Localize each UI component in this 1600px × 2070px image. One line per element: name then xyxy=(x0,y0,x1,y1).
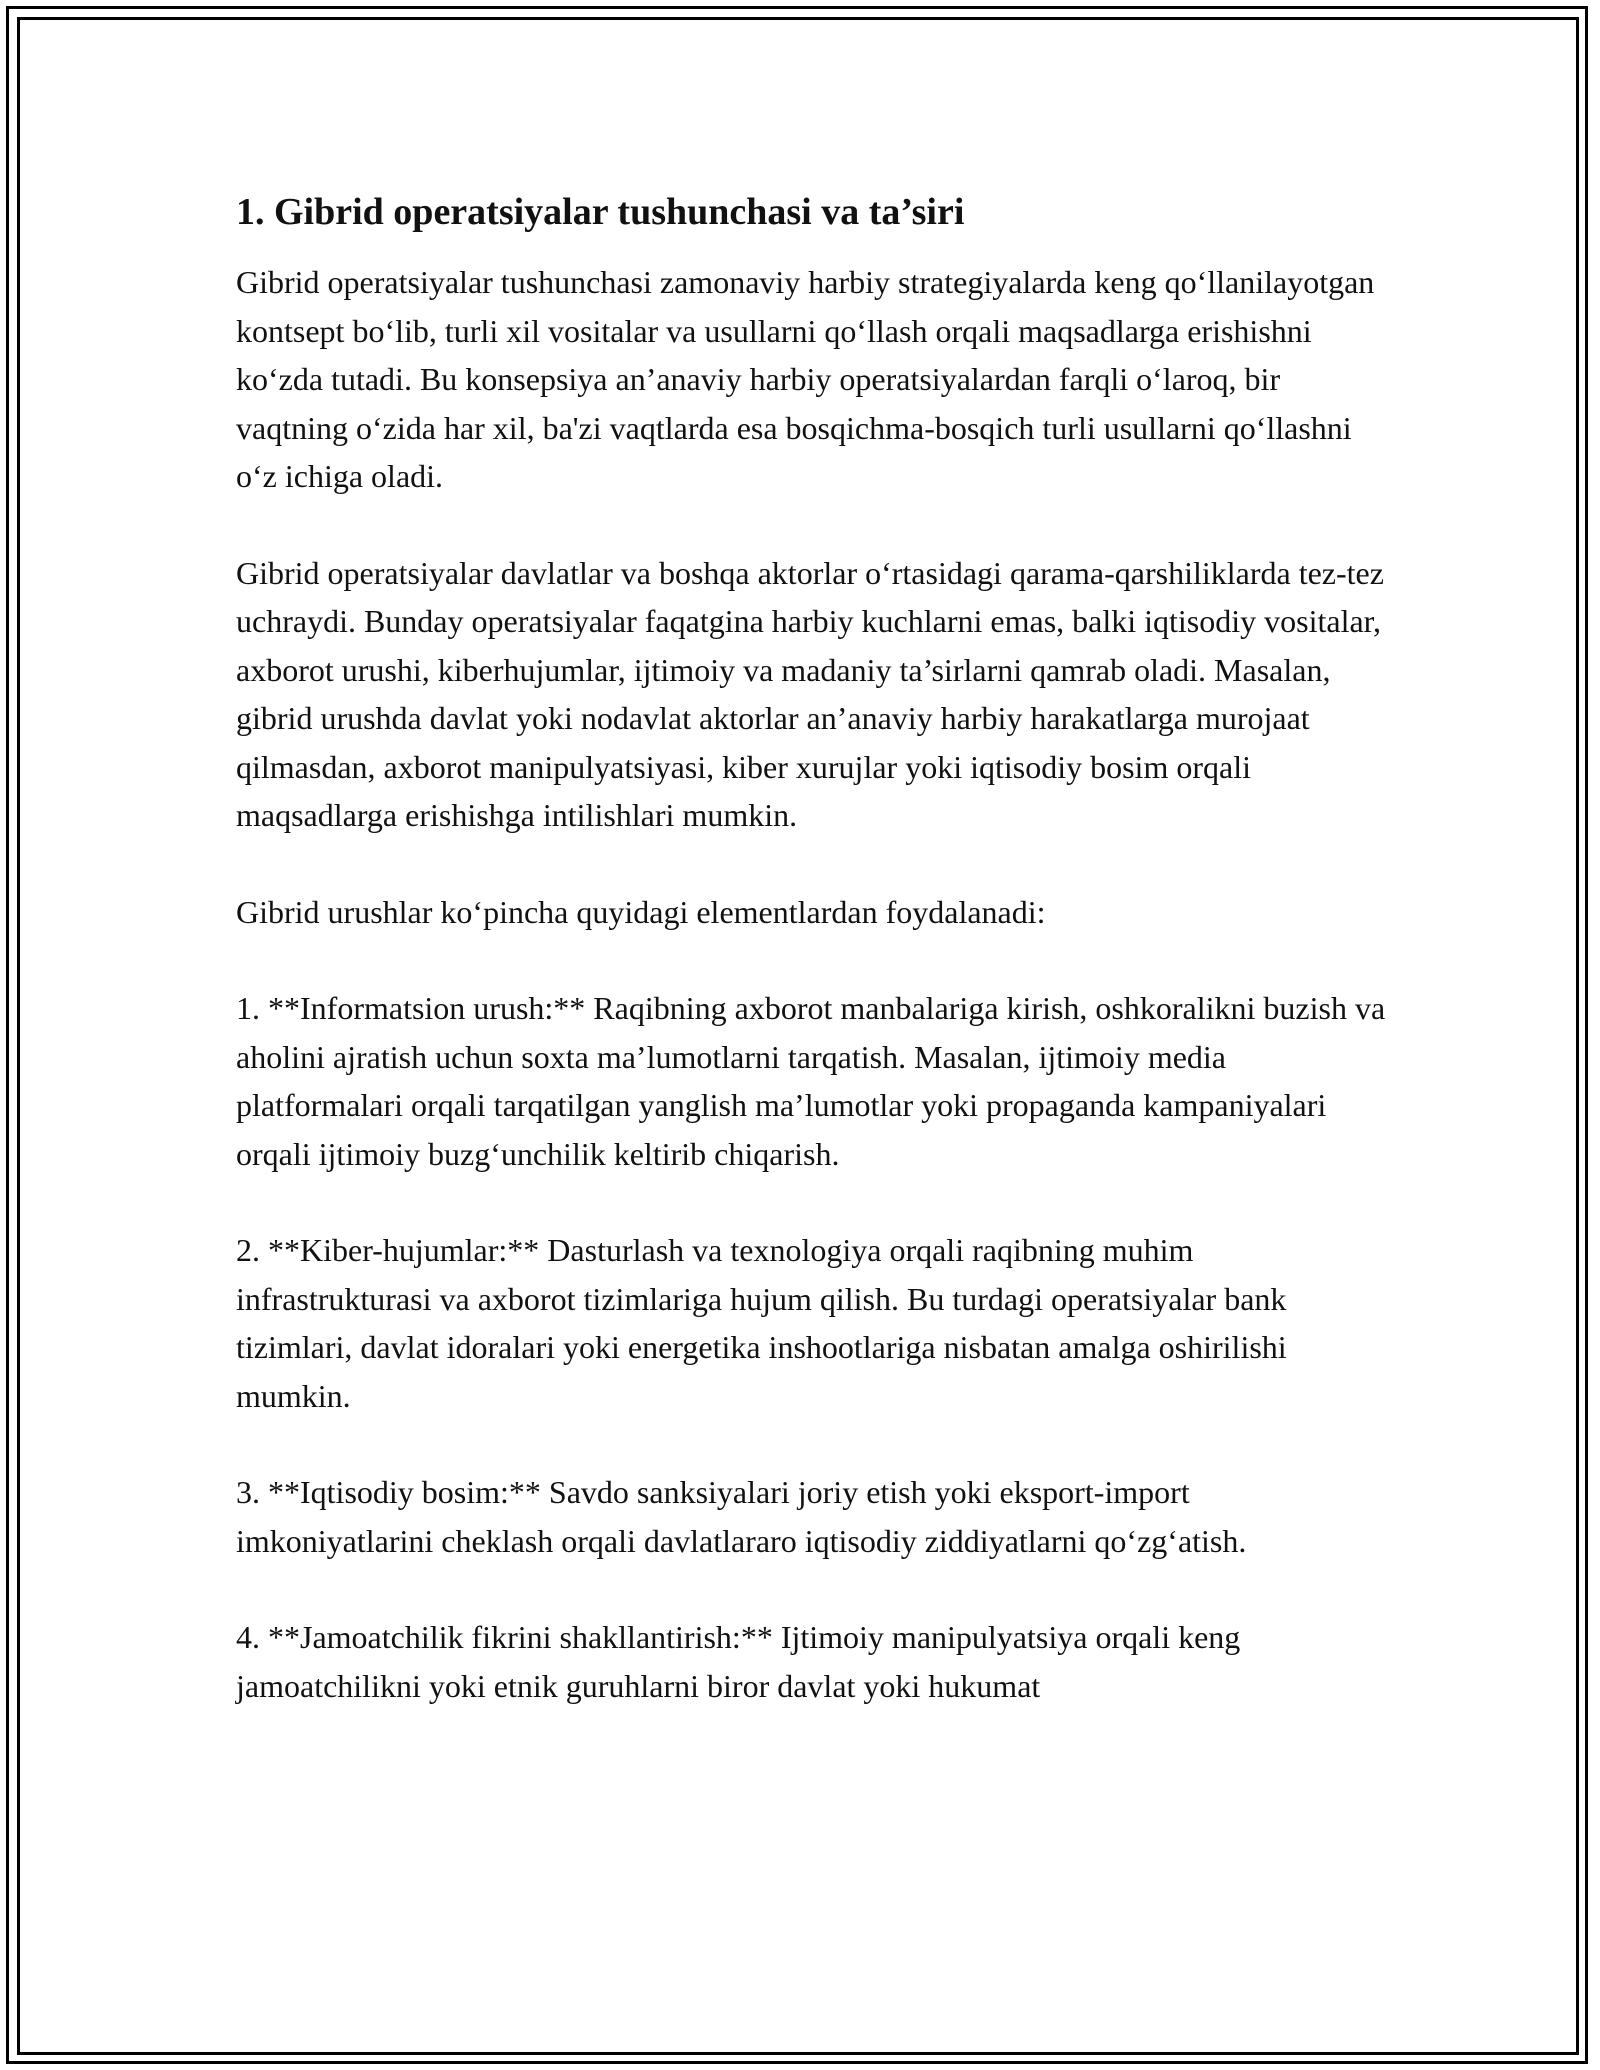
paragraph-intro: Gibrid operatsiyalar tushunchasi zamonaviy harbiy strategiyalarda keng qo‘llanilayotgan kontsept bo‘lib, turli xil vositalar va usullarni qo‘llash orqali maqsadlarga erishishni ko‘zda tutadi. Bu konsepsiya an’anaviy harbiy operatsiyalardan farqli o‘laroq, bir vaqtning o‘zida har xil, ba'zi vaqtlarda esa bosqichma-bosqich turli usullarni qo‘llashni o‘z ichiga oladi. xyxy=(236,264,1375,494)
list-item-information-war: 1. **Informatsion urush:** Raqibning axborot manbalariga kirish, oshkoralikni buzish va aholini ajratish uchun soxta ma’lumotlarni tarqatish. Masalan, ijtimoiy media platformalari orqali tarqatilgan yanglish ma’lumotlar yoki propaganda kampaniyalari orqali ijtimoiy buzg‘unchilik keltirib chiqarish. xyxy=(236,990,1386,1172)
list-item-public-opinion: 4. **Jamoatchilik fikrini shakllantirish:** Ijtimoiy manipulyatsiya orqali keng jamoatchilikni yoki etnik guruhlarni biror davlat yoki hukumat xyxy=(236,1619,1241,1704)
list-item-cyber-attacks: 2. **Kiber-hujumlar:** Dasturlash va texnologiya orqali raqibning muhim infrastrukturasi va axborot tizimlariga hujum qilish. Bu turdagi operatsiyalar bank tizimlari, davlat idoralari yoki energetika inshootlariga nisbatan amalga oshirilishi mumkin. xyxy=(236,1232,1287,1414)
list-item-economic-pressure: 3. **Iqtisodiy bosim:** Savdo sanksiyalari joriy etish yoki eksport-import imkoniyatlarini cheklash orqali davlatlararo iqtisodiy ziddiyatlarni qo‘zg‘atish. xyxy=(236,1474,1247,1559)
document-body xyxy=(236,184,1386,1710)
paragraph-actors: Gibrid operatsiyalar davlatlar va boshqa aktorlar o‘rtasidagi qarama-qarshiliklarda tez-tez uchraydi. Bunday operatsiyalar faqatgina harbiy kuchlarni emas, balki iqtisodiy vositalar, axborot urushi, kiberhujumlar, ijtimoiy va madaniy ta’sirlarni qamrab oladi. Masalan, gibrid urushda davlat yoki nodavlat aktorlar an’anaviy harbiy harakatlarga murojaat qilmasdan, axborot manipulyatsiyasi, kiber xurujlar yoki iqtisodiy bosim orqali maqsadlarga erishishga intilishlari mumkin. xyxy=(236,554,1384,833)
paragraph-elements-lead: Gibrid urushlar ko‘pincha quyidagi elementlardan foydalanadi: xyxy=(236,893,1046,930)
section-heading: 1. Gibrid operatsiyalar tushunchasi va ta’siri xyxy=(236,191,965,233)
